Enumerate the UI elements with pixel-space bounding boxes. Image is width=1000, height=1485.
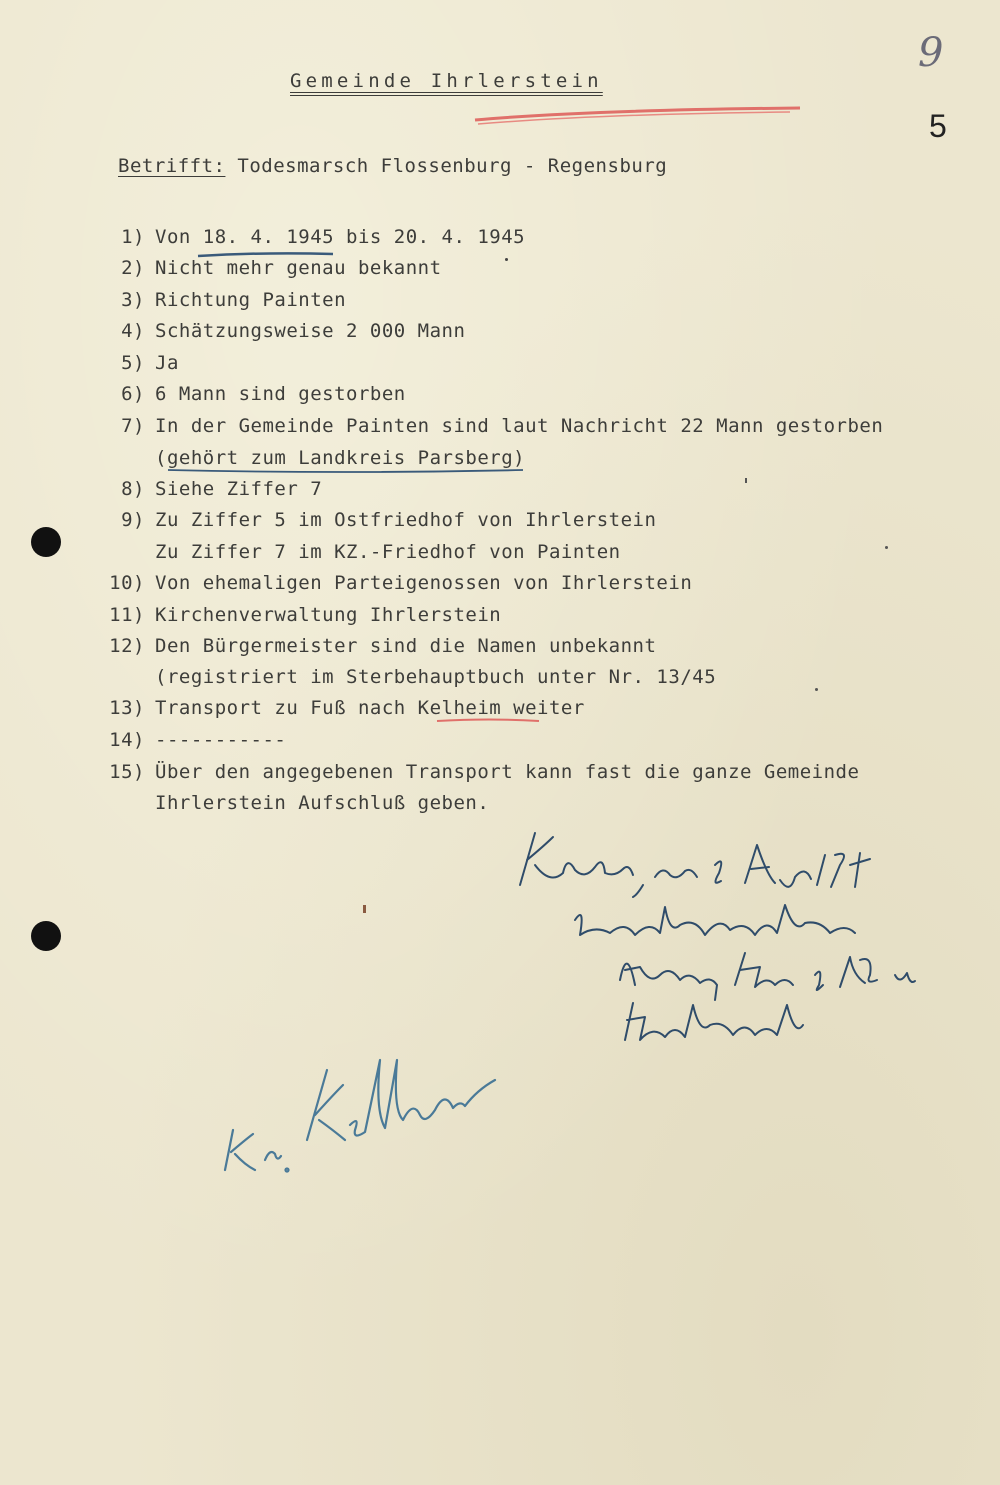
ink-speck — [885, 546, 888, 549]
item-number: 4) — [121, 320, 145, 342]
page-number: 5 — [929, 108, 947, 144]
page-title: Gemeinde Ihrlerstein — [290, 70, 603, 92]
ink-speck — [745, 478, 747, 483]
list-item — [100, 415, 960, 445]
item-number: 9) — [121, 509, 145, 531]
item-text: (registriert im Sterbehauptbuch unter Nr. 13/45 — [155, 666, 717, 688]
subject-line — [118, 155, 667, 177]
item-number: 10) — [109, 572, 145, 594]
item-text: Den Bürgermeister sind die Namen unbekannt — [155, 635, 657, 657]
item-number: 11) — [109, 604, 145, 626]
handwritten-signature — [505, 825, 925, 1055]
punch-hole — [31, 921, 61, 951]
punch-hole — [31, 527, 61, 557]
ink-speck — [505, 258, 508, 261]
list-item — [100, 729, 960, 759]
list-item — [100, 289, 960, 319]
item-text: Schätzungsweise 2 000 Mann — [155, 320, 466, 342]
item-number: 5) — [121, 352, 145, 374]
item-text: Nicht mehr genau bekannt — [155, 257, 442, 279]
list-item — [100, 352, 960, 382]
list-item — [100, 792, 960, 822]
item-text: Kirchenverwaltung Ihrlerstein — [155, 604, 502, 626]
list-item — [100, 572, 960, 602]
subject-label: Betrifft: — [118, 155, 226, 177]
list-item — [100, 635, 960, 665]
item-text: (gehört zum Landkreis Parsberg) — [155, 447, 526, 469]
item-text: Über den angegebenen Transport kann fast die ganze Gemeinde — [155, 761, 860, 783]
archive-number: 9 — [918, 30, 944, 76]
list-item — [100, 383, 960, 413]
item-text: Richtung Painten — [155, 289, 347, 311]
list-item — [100, 541, 960, 571]
list-item — [100, 509, 960, 539]
item-number: 7) — [121, 415, 145, 437]
item-number: 1) — [121, 226, 145, 248]
item-text: Zu Ziffer 7 im KZ.-Friedhof von Painten — [155, 541, 621, 563]
item-text: Transport zu Fuß nach Kelheim weiter — [155, 697, 585, 719]
item-number: 3) — [121, 289, 145, 311]
item-number: 12) — [109, 635, 145, 657]
item-number: 13) — [109, 697, 145, 719]
blue-underline-date — [195, 250, 345, 262]
ink-speck — [815, 688, 818, 691]
blue-underline-parsberg — [165, 465, 535, 477]
subject-text: Todesmarsch Flossenburg - Regensburg — [225, 155, 668, 177]
item-text: Ihrlerstein Aufschluß geben. — [155, 792, 490, 814]
item-text: Zu Ziffer 5 im Ostfriedhof von Ihrlerstein — [155, 509, 657, 531]
item-text: ----------- — [155, 729, 287, 751]
list-item — [100, 478, 960, 508]
item-number: 14) — [109, 729, 145, 751]
red-underline-kelheim — [435, 716, 545, 726]
list-item — [100, 604, 960, 634]
list-item — [100, 761, 960, 791]
handwritten-margin-note — [215, 1030, 515, 1190]
item-number: 15) — [109, 761, 145, 783]
item-text: In der Gemeinde Painten sind laut Nachricht 22 Mann gestorben — [155, 415, 884, 437]
item-text: Siehe Ziffer 7 — [155, 478, 323, 500]
item-number: 8) — [121, 478, 145, 500]
ink-speck — [363, 905, 366, 913]
item-text: Von 18. 4. 1945 bis 20. 4. 1945 — [155, 226, 526, 248]
item-text: 6 Mann sind gestorben — [155, 383, 406, 405]
item-text: Von ehemaligen Parteigenossen von Ihrlerstein — [155, 572, 693, 594]
red-pencil-underline — [470, 100, 810, 130]
item-number: 6) — [121, 383, 145, 405]
item-number: 2) — [121, 257, 145, 279]
list-item — [100, 320, 960, 350]
item-text: Ja — [155, 352, 179, 374]
list-item — [100, 666, 960, 696]
